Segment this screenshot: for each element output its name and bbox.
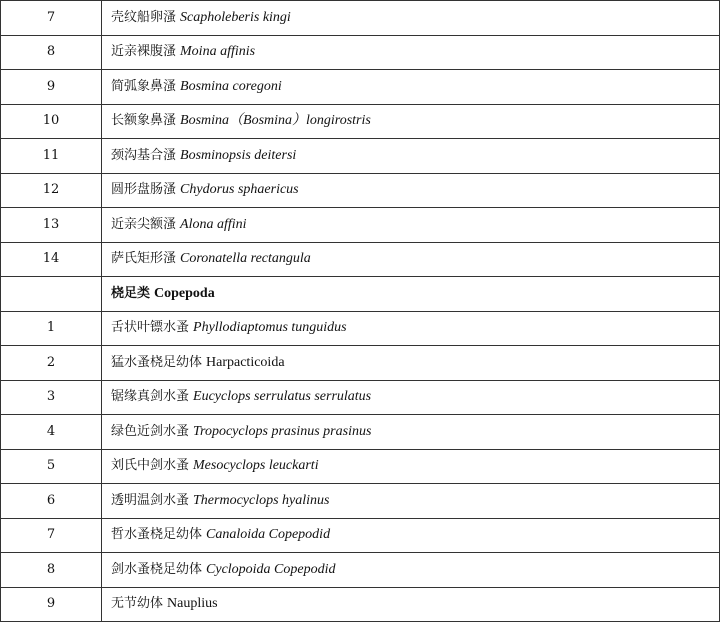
row-number: 10: [1, 104, 102, 139]
table-row: [1, 449, 720, 484]
chinese-name: 圆形盘肠溞: [111, 182, 177, 198]
table-row: [1, 380, 720, 415]
table-row: [1, 518, 720, 553]
chinese-name: 透明温剑水蚤: [111, 492, 190, 508]
table-row: [1, 484, 720, 519]
species-name-cell: [102, 208, 720, 243]
row-number: 5: [1, 449, 102, 484]
species-name-cell: [102, 173, 720, 208]
table-row: [1, 242, 720, 277]
row-number: 7: [1, 518, 102, 553]
row-number: 11: [1, 139, 102, 174]
row-number: 3: [1, 380, 102, 415]
row-number: 7: [1, 1, 102, 36]
row-number: 9: [1, 70, 102, 105]
species-name-cell: [102, 484, 720, 519]
species-name-cell: [102, 242, 720, 277]
table-row: [1, 139, 720, 174]
species-name-cell: [102, 70, 720, 105]
row-number: 1: [1, 311, 102, 346]
chinese-name: 剑水蚤桡足幼体: [111, 561, 203, 577]
latin-name: Harpacticoida: [206, 354, 285, 370]
species-name-cell: [102, 346, 720, 381]
latin-name: Mesocyclops leuckarti: [193, 458, 319, 474]
latin-name: Phyllodiaptomus tunguidus: [193, 320, 347, 336]
row-number: 6: [1, 484, 102, 519]
species-name-cell: [102, 415, 720, 450]
chinese-name: 颈沟基合溞: [111, 147, 177, 163]
latin-name: Thermocyclops hyalinus: [193, 492, 330, 508]
latin-name: Bosminopsis deitersi: [180, 147, 297, 163]
species-name-cell: [102, 1, 720, 36]
row-number: 14: [1, 242, 102, 277]
row-number: 9: [1, 587, 102, 622]
species-name-cell: [102, 277, 720, 312]
chinese-name: 刘氏中剑水蚤: [111, 458, 190, 474]
species-name-cell: [102, 449, 720, 484]
table-row: [1, 208, 720, 243]
group-header-row: [1, 277, 720, 312]
table-row: [1, 70, 720, 105]
row-number: 2: [1, 346, 102, 381]
chinese-name: 猛水蚤桡足幼体: [111, 354, 203, 370]
latin-name: Chydorus sphaericus: [180, 182, 299, 198]
chinese-name: 壳纹船卵溞: [111, 9, 177, 25]
row-number: 4: [1, 415, 102, 450]
latin-name: Bosmina coregoni: [180, 78, 282, 94]
latin-name: Copepoda: [154, 285, 215, 301]
table-row: [1, 415, 720, 450]
latin-name: Canaloida Copepodid: [206, 527, 331, 543]
latin-name: Eucyclops serrulatus serrulatus: [193, 389, 372, 405]
latin-name: Cyclopoida Copepodid: [206, 561, 336, 577]
species-name-cell: [102, 380, 720, 415]
table-row: [1, 346, 720, 381]
species-name-cell: [102, 139, 720, 174]
row-number: 13: [1, 208, 102, 243]
chinese-name: 近亲裸腹溞: [111, 44, 177, 60]
table-row: [1, 587, 720, 622]
species-name-cell: [102, 518, 720, 553]
latin-name: Scapholeberis kingi: [180, 9, 291, 25]
table-row: [1, 311, 720, 346]
chinese-name: 无节幼体: [111, 596, 164, 612]
species-table-body: [1, 1, 720, 622]
row-number: 12: [1, 173, 102, 208]
species-name-cell: [102, 311, 720, 346]
chinese-name: 绿色近剑水蚤: [111, 423, 190, 439]
chinese-name: 哲水蚤桡足幼体: [111, 527, 203, 543]
table-row: [1, 173, 720, 208]
latin-name: Bosmina（Bosmina）longirostris: [180, 113, 371, 129]
chinese-name: 锯缘真剑水蚤: [111, 389, 190, 405]
latin-name: Tropocyclops prasinus prasinus: [193, 423, 372, 439]
chinese-name: 舌状叶镖水蚤: [111, 320, 190, 336]
latin-name: Nauplius: [167, 596, 218, 612]
row-number: [1, 277, 102, 312]
species-name-cell: [102, 35, 720, 70]
row-number: 8: [1, 553, 102, 588]
table-row: [1, 35, 720, 70]
chinese-name: 萨氏矩形溞: [111, 251, 177, 267]
chinese-name: 简弧象鼻溞: [111, 78, 177, 94]
latin-name: Moina affinis: [180, 44, 256, 60]
row-number: 8: [1, 35, 102, 70]
chinese-name: 长额象鼻溞: [111, 113, 177, 129]
latin-name: Alona affini: [180, 216, 247, 232]
latin-name: Coronatella rectangula: [180, 251, 311, 267]
table-row: [1, 104, 720, 139]
table-row: [1, 553, 720, 588]
species-name-cell: [102, 553, 720, 588]
species-name-cell: [102, 587, 720, 622]
chinese-name: 近亲尖额溞: [111, 216, 177, 232]
species-name-cell: [102, 104, 720, 139]
table-row: [1, 1, 720, 36]
chinese-name: 桡足类: [111, 285, 151, 301]
